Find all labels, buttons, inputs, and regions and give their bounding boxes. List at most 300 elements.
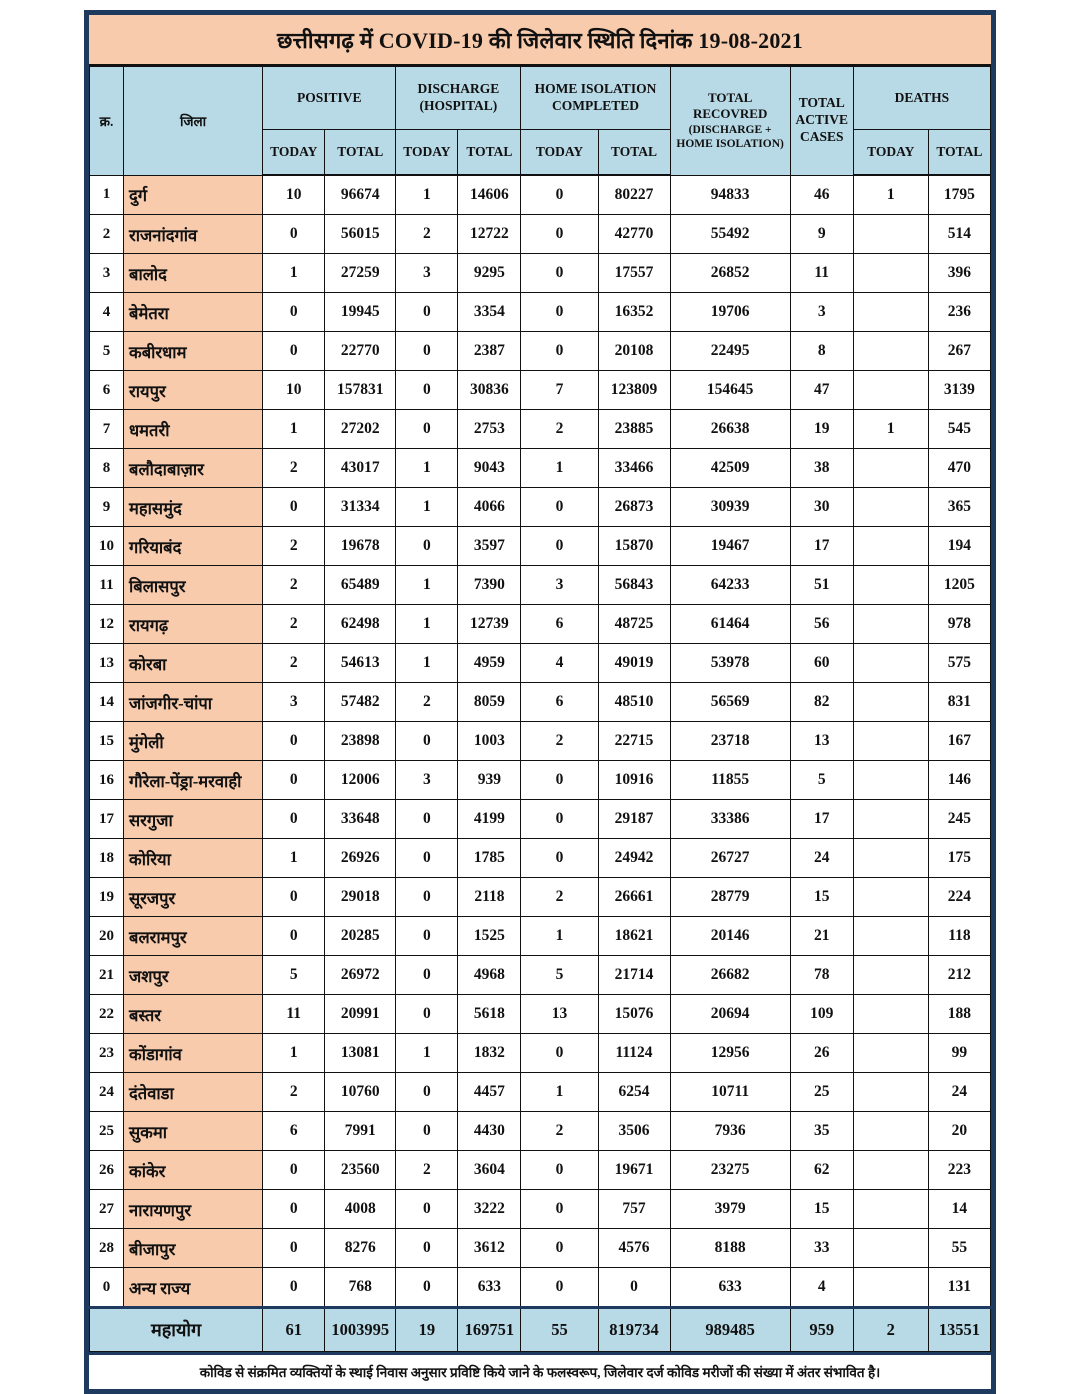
district-cell: बेमेतरा (124, 293, 263, 332)
active-cases-cell: 24 (790, 839, 853, 878)
discharge-total-cell: 5618 (458, 995, 521, 1034)
home-isolation-today-cell: 3 (521, 566, 598, 605)
positive-total-cell: 20991 (325, 995, 396, 1034)
positive-today-cell: 0 (263, 215, 325, 254)
discharge-total-cell: 14606 (458, 175, 521, 215)
home-isolation-total-cell: 11124 (598, 1034, 670, 1073)
discharge-today-cell: 1 (396, 449, 458, 488)
positive-today-cell: 2 (263, 644, 325, 683)
deaths-today-cell (853, 254, 928, 293)
deaths-today-cell (853, 800, 928, 839)
discharge-today-cell: 1 (396, 175, 458, 215)
discharge-total-cell: 633 (458, 1268, 521, 1308)
home-isolation-today-cell: 4 (521, 644, 598, 683)
discharge-total-cell: 3612 (458, 1229, 521, 1268)
table-row (90, 371, 991, 410)
serial-cell: 3 (90, 254, 124, 293)
deaths-total-cell: 236 (928, 293, 990, 332)
district-cell: महासमुंद (124, 488, 263, 527)
recovered-cell: 94833 (670, 175, 790, 215)
header-home-isolation-line1: HOME ISOLATION (534, 81, 657, 97)
positive-total-cell: 7991 (325, 1112, 396, 1151)
positive-total-cell: 19678 (325, 527, 396, 566)
positive-today-cell: 1 (263, 1034, 325, 1073)
active-cases-cell: 25 (790, 1073, 853, 1112)
deaths-total-cell: 188 (928, 995, 990, 1034)
active-cases-cell: 47 (790, 371, 853, 410)
deaths-today-cell (853, 566, 928, 605)
home-isolation-total-cell: 49019 (598, 644, 670, 683)
header-active-line2: ACTIVE (795, 112, 848, 128)
positive-total-cell: 8276 (325, 1229, 396, 1268)
home-isolation-today-cell: 0 (521, 839, 598, 878)
deaths-total-cell: 245 (928, 800, 990, 839)
header-positive-total: TOTAL (325, 130, 396, 176)
home-isolation-today-cell: 0 (521, 175, 598, 215)
serial-cell: 26 (90, 1151, 124, 1190)
recovered-cell: 10711 (670, 1073, 790, 1112)
header-serial: क्र. (90, 67, 124, 176)
positive-total-cell: 33648 (325, 800, 396, 839)
discharge-today-cell: 0 (396, 878, 458, 917)
table-row (90, 410, 991, 449)
deaths-today-cell (853, 527, 928, 566)
table-row (90, 215, 991, 254)
serial-cell: 8 (90, 449, 124, 488)
serial-cell: 4 (90, 293, 124, 332)
table-row (90, 175, 991, 215)
home-isolation-today-cell: 7 (521, 371, 598, 410)
covid-status-table (89, 66, 991, 1352)
page (0, 10, 1080, 1380)
discharge-today-cell: 1 (396, 566, 458, 605)
total-home-isolation-total: 819734 (598, 1308, 670, 1352)
table-row (90, 1112, 991, 1151)
home-isolation-today-cell: 0 (521, 761, 598, 800)
discharge-total-cell: 2118 (458, 878, 521, 917)
discharge-today-cell: 0 (396, 527, 458, 566)
recovered-cell: 19706 (670, 293, 790, 332)
positive-today-cell: 0 (263, 722, 325, 761)
deaths-today-cell (853, 1268, 928, 1308)
header-home-isolation-line2: COMPLETED (552, 98, 640, 113)
deaths-total-cell: 223 (928, 1151, 990, 1190)
header-recovered-line3: (DISCHARGE + (688, 123, 772, 136)
table-footer (90, 1308, 991, 1352)
serial-cell: 22 (90, 995, 124, 1034)
deaths-today-cell (853, 449, 928, 488)
home-isolation-today-cell: 0 (521, 1229, 598, 1268)
positive-total-cell: 62498 (325, 605, 396, 644)
deaths-total-cell: 978 (928, 605, 990, 644)
discharge-today-cell: 1 (396, 644, 458, 683)
positive-today-cell: 10 (263, 175, 325, 215)
discharge-today-cell: 0 (396, 956, 458, 995)
district-cell: जशपुर (124, 956, 263, 995)
positive-total-cell: 65489 (325, 566, 396, 605)
deaths-total-cell: 212 (928, 956, 990, 995)
discharge-today-cell: 2 (396, 1151, 458, 1190)
positive-today-cell: 2 (263, 527, 325, 566)
positive-today-cell: 0 (263, 761, 325, 800)
serial-cell: 21 (90, 956, 124, 995)
table-row (90, 917, 991, 956)
deaths-today-cell (853, 683, 928, 722)
active-cases-cell: 26 (790, 1034, 853, 1073)
home-isolation-today-cell: 13 (521, 995, 598, 1034)
table-row (90, 1190, 991, 1229)
header-home-isolation-total: TOTAL (598, 130, 670, 176)
recovered-cell: 633 (670, 1268, 790, 1308)
serial-cell: 9 (90, 488, 124, 527)
header-discharge (396, 67, 521, 130)
positive-today-cell: 2 (263, 605, 325, 644)
recovered-cell: 12956 (670, 1034, 790, 1073)
district-cell: सरगुजा (124, 800, 263, 839)
active-cases-cell: 46 (790, 175, 853, 215)
header-recovered-line1: TOTAL (707, 90, 753, 106)
serial-cell: 25 (90, 1112, 124, 1151)
positive-today-cell: 1 (263, 410, 325, 449)
home-isolation-total-cell: 26873 (598, 488, 670, 527)
discharge-today-cell: 0 (396, 1112, 458, 1151)
serial-cell: 28 (90, 1229, 124, 1268)
table-row (90, 1268, 991, 1308)
table-row (90, 566, 991, 605)
positive-today-cell: 3 (263, 683, 325, 722)
district-cell: बिलासपुर (124, 566, 263, 605)
deaths-today-cell (853, 488, 928, 527)
district-cell: जांजगीर-चांपा (124, 683, 263, 722)
serial-cell: 24 (90, 1073, 124, 1112)
district-cell: गरियाबंद (124, 527, 263, 566)
document-container (84, 10, 996, 1394)
home-isolation-today-cell: 0 (521, 332, 598, 371)
district-cell: मुंगेली (124, 722, 263, 761)
table-row (90, 644, 991, 683)
active-cases-cell: 33 (790, 1229, 853, 1268)
deaths-total-cell: 20 (928, 1112, 990, 1151)
table-header (90, 67, 991, 176)
home-isolation-today-cell: 6 (521, 683, 598, 722)
recovered-cell: 20694 (670, 995, 790, 1034)
active-cases-cell: 30 (790, 488, 853, 527)
header-deaths-today: TODAY (853, 130, 928, 176)
recovered-cell: 8188 (670, 1229, 790, 1268)
positive-total-cell: 10760 (325, 1073, 396, 1112)
recovered-cell: 23275 (670, 1151, 790, 1190)
deaths-total-cell: 24 (928, 1073, 990, 1112)
discharge-total-cell: 4430 (458, 1112, 521, 1151)
table-row (90, 722, 991, 761)
discharge-today-cell: 2 (396, 683, 458, 722)
positive-today-cell: 0 (263, 1151, 325, 1190)
home-isolation-total-cell: 56843 (598, 566, 670, 605)
district-cell: रायगढ़ (124, 605, 263, 644)
recovered-cell: 20146 (670, 917, 790, 956)
district-cell: सूरजपुर (124, 878, 263, 917)
header-discharge-total: TOTAL (458, 130, 521, 176)
deaths-total-cell: 194 (928, 527, 990, 566)
discharge-total-cell: 3354 (458, 293, 521, 332)
recovered-cell: 23718 (670, 722, 790, 761)
district-cell: धमतरी (124, 410, 263, 449)
active-cases-cell: 8 (790, 332, 853, 371)
table-row (90, 995, 991, 1034)
table-row (90, 1151, 991, 1190)
header-discharge-line1: DISCHARGE (417, 81, 500, 97)
home-isolation-total-cell: 22715 (598, 722, 670, 761)
deaths-today-cell: 1 (853, 175, 928, 215)
positive-total-cell: 23898 (325, 722, 396, 761)
deaths-today-cell: 1 (853, 410, 928, 449)
deaths-today-cell (853, 956, 928, 995)
home-isolation-total-cell: 18621 (598, 917, 670, 956)
table-row (90, 332, 991, 371)
deaths-today-cell (853, 1151, 928, 1190)
active-cases-cell: 82 (790, 683, 853, 722)
district-cell: बलौदाबाज़ार (124, 449, 263, 488)
district-cell: बालोद (124, 254, 263, 293)
positive-today-cell: 0 (263, 488, 325, 527)
serial-cell: 10 (90, 527, 124, 566)
positive-total-cell: 27202 (325, 410, 396, 449)
header-home-isolation-today: TODAY (521, 130, 598, 176)
home-isolation-today-cell: 2 (521, 410, 598, 449)
home-isolation-today-cell: 2 (521, 1112, 598, 1151)
discharge-total-cell: 2387 (458, 332, 521, 371)
table-body (90, 175, 991, 1308)
serial-cell: 7 (90, 410, 124, 449)
deaths-total-cell: 3139 (928, 371, 990, 410)
positive-today-cell: 0 (263, 332, 325, 371)
table-row (90, 800, 991, 839)
total-deaths-today: 2 (853, 1308, 928, 1352)
home-isolation-total-cell: 80227 (598, 175, 670, 215)
serial-cell: 0 (90, 1268, 124, 1308)
deaths-today-cell (853, 722, 928, 761)
positive-total-cell: 56015 (325, 215, 396, 254)
discharge-today-cell: 0 (396, 1229, 458, 1268)
recovered-cell: 53978 (670, 644, 790, 683)
discharge-total-cell: 3604 (458, 1151, 521, 1190)
positive-today-cell: 0 (263, 1268, 325, 1308)
discharge-today-cell: 0 (396, 410, 458, 449)
header-total-recovered (670, 67, 790, 176)
positive-today-cell: 0 (263, 800, 325, 839)
total-discharge-today: 19 (396, 1308, 458, 1352)
home-isolation-today-cell: 1 (521, 917, 598, 956)
deaths-total-cell: 167 (928, 722, 990, 761)
home-isolation-total-cell: 48725 (598, 605, 670, 644)
positive-total-cell: 22770 (325, 332, 396, 371)
home-isolation-total-cell: 29187 (598, 800, 670, 839)
discharge-total-cell: 9295 (458, 254, 521, 293)
deaths-total-cell: 224 (928, 878, 990, 917)
discharge-today-cell: 2 (396, 215, 458, 254)
total-row (90, 1308, 991, 1352)
serial-cell: 16 (90, 761, 124, 800)
district-cell: दंतेवाडा (124, 1073, 263, 1112)
table-row (90, 683, 991, 722)
table-row (90, 839, 991, 878)
total-recovered: 989485 (670, 1308, 790, 1352)
header-active-line3: CASES (799, 129, 844, 145)
discharge-today-cell: 0 (396, 917, 458, 956)
active-cases-cell: 51 (790, 566, 853, 605)
home-isolation-total-cell: 42770 (598, 215, 670, 254)
discharge-today-cell: 0 (396, 1268, 458, 1308)
home-isolation-total-cell: 20108 (598, 332, 670, 371)
footer-note: कोविड से संक्रमित व्यक्तियों के स्थाई निवास अनुसार प्रविष्टि किये जाने के फलस्वरूप, जिलेवार दर्ज कोविड मरीजों की संख्या में अंतर संभावित है। (89, 1352, 991, 1389)
home-isolation-total-cell: 23885 (598, 410, 670, 449)
table-row (90, 761, 991, 800)
deaths-today-cell (853, 1229, 928, 1268)
deaths-total-cell: 470 (928, 449, 990, 488)
serial-cell: 6 (90, 371, 124, 410)
district-cell: कोरिया (124, 839, 263, 878)
district-cell: बस्तर (124, 995, 263, 1034)
serial-cell: 15 (90, 722, 124, 761)
home-isolation-total-cell: 33466 (598, 449, 670, 488)
discharge-total-cell: 8059 (458, 683, 521, 722)
active-cases-cell: 17 (790, 527, 853, 566)
positive-today-cell: 0 (263, 1190, 325, 1229)
home-isolation-today-cell: 0 (521, 800, 598, 839)
recovered-cell: 61464 (670, 605, 790, 644)
discharge-total-cell: 4066 (458, 488, 521, 527)
positive-today-cell: 6 (263, 1112, 325, 1151)
home-isolation-total-cell: 16352 (598, 293, 670, 332)
deaths-total-cell: 267 (928, 332, 990, 371)
header-district: जिला (124, 67, 263, 176)
active-cases-cell: 3 (790, 293, 853, 332)
discharge-total-cell: 1003 (458, 722, 521, 761)
deaths-today-cell (853, 605, 928, 644)
district-cell: अन्य राज्य (124, 1268, 263, 1308)
deaths-total-cell: 831 (928, 683, 990, 722)
home-isolation-today-cell: 0 (521, 527, 598, 566)
deaths-total-cell: 175 (928, 839, 990, 878)
deaths-today-cell (853, 293, 928, 332)
discharge-today-cell: 0 (396, 722, 458, 761)
active-cases-cell: 21 (790, 917, 853, 956)
positive-total-cell: 26926 (325, 839, 396, 878)
active-cases-cell: 56 (790, 605, 853, 644)
district-cell: कबीरधाम (124, 332, 263, 371)
active-cases-cell: 15 (790, 1190, 853, 1229)
positive-total-cell: 29018 (325, 878, 396, 917)
home-isolation-total-cell: 26661 (598, 878, 670, 917)
positive-total-cell: 12006 (325, 761, 396, 800)
positive-total-cell: 54613 (325, 644, 396, 683)
recovered-cell: 42509 (670, 449, 790, 488)
table-row (90, 254, 991, 293)
deaths-total-cell: 131 (928, 1268, 990, 1308)
home-isolation-today-cell: 0 (521, 1151, 598, 1190)
discharge-total-cell: 4959 (458, 644, 521, 683)
positive-today-cell: 10 (263, 371, 325, 410)
home-isolation-today-cell: 0 (521, 254, 598, 293)
discharge-today-cell: 3 (396, 761, 458, 800)
home-isolation-total-cell: 0 (598, 1268, 670, 1308)
home-isolation-today-cell: 0 (521, 1268, 598, 1308)
table-row (90, 956, 991, 995)
positive-total-cell: 31334 (325, 488, 396, 527)
recovered-cell: 30939 (670, 488, 790, 527)
recovered-cell: 26638 (670, 410, 790, 449)
home-isolation-today-cell: 1 (521, 1073, 598, 1112)
total-label: महायोग (90, 1308, 263, 1352)
header-active-line1: TOTAL (798, 95, 845, 111)
deaths-today-cell (853, 332, 928, 371)
home-isolation-total-cell: 15076 (598, 995, 670, 1034)
home-isolation-today-cell: 0 (521, 488, 598, 527)
header-discharge-line2: (HOSPITAL) (419, 98, 498, 113)
district-cell: कोंडागांव (124, 1034, 263, 1073)
deaths-today-cell (853, 215, 928, 254)
positive-today-cell: 0 (263, 878, 325, 917)
deaths-total-cell: 514 (928, 215, 990, 254)
table-row (90, 1073, 991, 1112)
positive-total-cell: 96674 (325, 175, 396, 215)
total-deaths-total: 13551 (928, 1308, 990, 1352)
deaths-today-cell (853, 1112, 928, 1151)
discharge-total-cell: 2753 (458, 410, 521, 449)
table-row (90, 1034, 991, 1073)
discharge-total-cell: 1525 (458, 917, 521, 956)
page-title: छत्तीसगढ़ में COVID-19 की जिलेवार स्थिति दिनांक 19-08-2021 (89, 15, 991, 66)
district-cell: दुर्ग (124, 175, 263, 215)
deaths-today-cell (853, 761, 928, 800)
district-cell: बीजापुर (124, 1229, 263, 1268)
district-cell: रायपुर (124, 371, 263, 410)
recovered-cell: 22495 (670, 332, 790, 371)
positive-today-cell: 0 (263, 1229, 325, 1268)
active-cases-cell: 60 (790, 644, 853, 683)
positive-today-cell: 2 (263, 449, 325, 488)
positive-total-cell: 157831 (325, 371, 396, 410)
recovered-cell: 154645 (670, 371, 790, 410)
table-row (90, 449, 991, 488)
discharge-today-cell: 0 (396, 800, 458, 839)
discharge-total-cell: 12739 (458, 605, 521, 644)
district-cell: गौरेला-पेंड्रा-मरवाही (124, 761, 263, 800)
positive-total-cell: 57482 (325, 683, 396, 722)
positive-total-cell: 43017 (325, 449, 396, 488)
active-cases-cell: 38 (790, 449, 853, 488)
district-cell: बलरामपुर (124, 917, 263, 956)
home-isolation-today-cell: 0 (521, 215, 598, 254)
header-deaths: DEATHS (853, 67, 990, 130)
home-isolation-total-cell: 10916 (598, 761, 670, 800)
home-isolation-total-cell: 15870 (598, 527, 670, 566)
discharge-today-cell: 1 (396, 1034, 458, 1073)
home-isolation-total-cell: 24942 (598, 839, 670, 878)
active-cases-cell: 4 (790, 1268, 853, 1308)
discharge-total-cell: 3222 (458, 1190, 521, 1229)
district-cell: राजनांदगांव (124, 215, 263, 254)
serial-cell: 27 (90, 1190, 124, 1229)
serial-cell: 12 (90, 605, 124, 644)
discharge-total-cell: 30836 (458, 371, 521, 410)
discharge-today-cell: 0 (396, 1190, 458, 1229)
header-recovered-line2: RECOVRED (692, 106, 768, 122)
recovered-cell: 19467 (670, 527, 790, 566)
deaths-today-cell (853, 1190, 928, 1229)
table-row (90, 605, 991, 644)
positive-today-cell: 0 (263, 293, 325, 332)
